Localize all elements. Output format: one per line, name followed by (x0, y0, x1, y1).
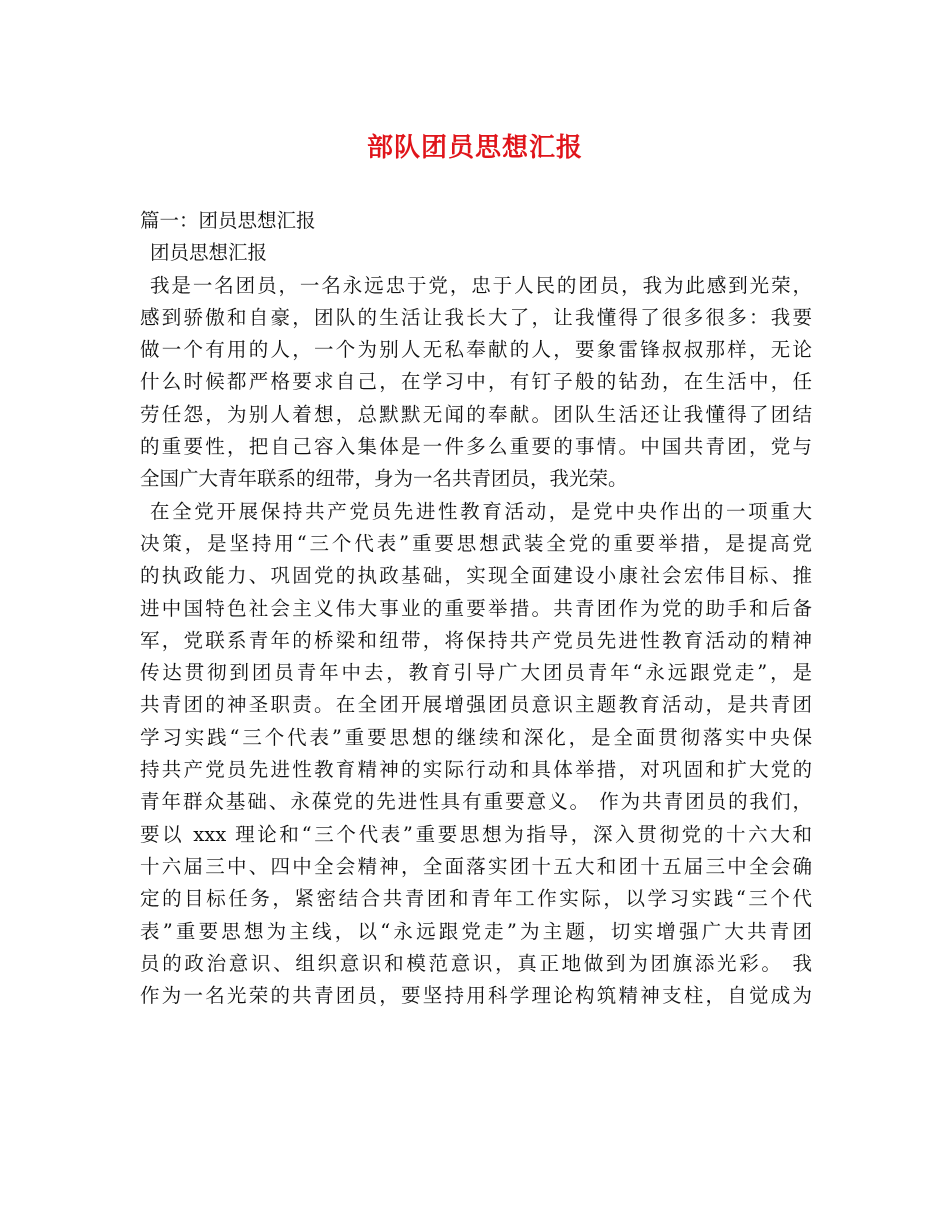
paragraph-line: 定的目标任务，紧密结合共青团和青年工作实际，以学习实践“三个代 (140, 887, 812, 911)
paragraph-line: 做一个有用的人，一个为别人无私奉献的人，要象雷锋叔叔那样，无论 (140, 338, 812, 362)
paragraph-line: 什么时候都严格要求自己，在学习中，有钉子般的钻劲，在生活中，任 (140, 370, 812, 394)
paragraph-line: 员的政治意识、组织意识和模范意识，真正地做到为团旗添光彩。 我 (140, 951, 812, 975)
paragraph-line: 共青团的神圣职责。在全团开展增强团员意识主题教育活动，是共青团 (140, 693, 812, 717)
paragraph-line: 全国广大青年联系的纽带，身为一名共青团员，我光荣。 (140, 467, 628, 491)
paragraph-line: 学习实践“三个代表”重要思想的继续和深化，是全面贯彻落实中央保 (140, 725, 812, 749)
paragraph-line: 的执政能力、巩固党的执政基础，实现全面建设小康社会宏伟目标、推 (140, 564, 812, 588)
paragraph-line: 感到骄傲和自豪，团队的生活让我长大了，让我懂得了很多很多：我要 (140, 305, 812, 329)
paragraph-line: 军，党联系青年的桥梁和纽带，将保持共产党员先进性教育活动的精神 (140, 628, 812, 652)
paragraph-line: 表”重要思想为主线，以“永远跟党走”为主题，切实增强广大共青团 (140, 919, 812, 943)
paragraph-line: 进中国特色社会主义伟大事业的重要举措。共青团作为党的助手和后备 (140, 596, 812, 620)
paragraph-line: 青年群众基础、永葆党的先进性具有重要意义。 作为共青团员的我们， (140, 790, 812, 814)
paragraph-line: 决策，是坚持用“三个代表”重要思想武装全党的重要举措，是提高党 (140, 531, 812, 555)
paragraph-line: 在全党开展保持共产党员先进性教育活动，是党中央作出的一项重大 (150, 499, 812, 523)
paragraph-line: 传达贯彻到团员青年中去，教育引导广大团员青年“永远跟党走”，是 (140, 661, 812, 685)
subheading: 团员思想汇报 (150, 241, 268, 265)
paragraph-line: 十六届三中、四中全会精神，全面落实团十五大和团十五届三中全会确 (140, 854, 812, 878)
paragraph-line: 持共产党员先进性教育精神的实际行动和具体举措，对巩固和扩大党的 (140, 758, 812, 782)
document-body (140, 205, 812, 1012)
paragraph-line: 我是一名团员，一名永远忠于党，忠于人民的团员，我为此感到光荣， (150, 273, 812, 297)
paragraph-line: 劳任怨，为别人着想，总默默无闻的奉献。团队生活还让我懂得了团结 (140, 402, 812, 426)
section-heading: 篇一：团员思想汇报 (140, 209, 316, 232)
paragraph-line: 作为一名光荣的共青团员，要坚持用科学理论构筑精神支柱，自觉成为 (140, 984, 812, 1008)
paragraph-line: 的重要性，把自己容入集体是一件多么重要的事情。中国共青团，党与 (140, 435, 812, 459)
document-title: 部队团员思想汇报 (366, 133, 583, 163)
paragraph-line: 要以 xxx 理论和“三个代表”重要思想为指导，深入贯彻党的十六大和 (140, 822, 812, 846)
